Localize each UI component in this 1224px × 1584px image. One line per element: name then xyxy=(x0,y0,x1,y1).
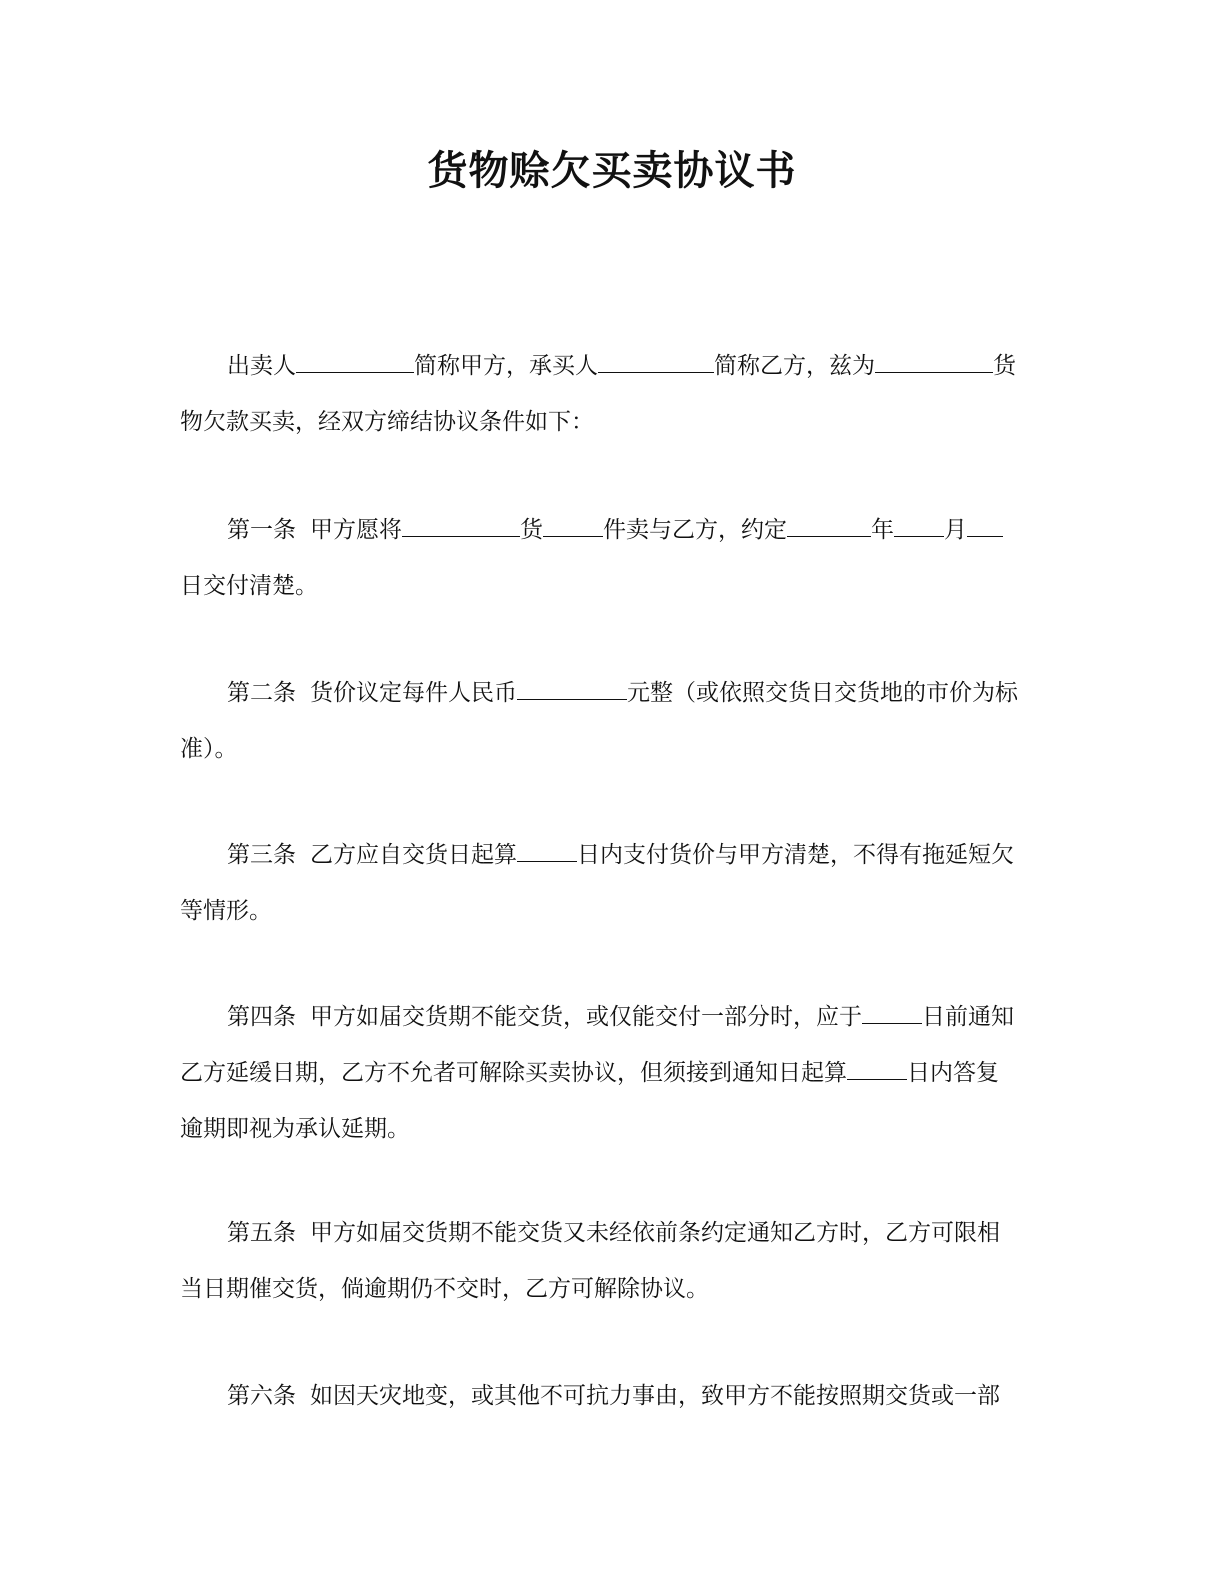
preamble-paragraph xyxy=(180,338,1036,450)
article-6-text-a: 如因天灾地变，或其他不可抗力事由，致甲方不能按照期交货或一部 xyxy=(310,1383,1000,1409)
article-2-line-1 xyxy=(180,665,1036,721)
article-5-line-2: 当日期催交货，倘逾期仍不交时，乙方可解除协议。 xyxy=(180,1276,709,1302)
article-4-text-l2b: 日内答复 xyxy=(907,1060,999,1086)
article-4-number: 第四条 xyxy=(227,1004,296,1030)
article-4-line-2 xyxy=(180,1045,1036,1101)
article-2-paragraph xyxy=(180,665,1036,777)
article-6-paragraph xyxy=(180,1368,1036,1424)
article-3-text-a: 乙方应自交货日起算 xyxy=(310,842,517,868)
article-4-line-3: 逾期即视为承认延期。 xyxy=(180,1116,410,1142)
article-2-text-b: 元整（或依照交货日交货地的市价为标 xyxy=(627,680,1018,706)
buyer-name-blank xyxy=(598,352,714,373)
preamble-line-2: 物欠款买卖，经双方缔结协议条件如下： xyxy=(180,409,594,435)
unit-price-blank xyxy=(517,679,627,700)
article-4-text-b: 日前通知 xyxy=(922,1004,1014,1030)
article-5-number: 第五条 xyxy=(227,1220,296,1246)
article-4-line-1 xyxy=(180,989,1036,1045)
quantity-blank xyxy=(543,516,603,537)
notice-days-blank xyxy=(862,1003,922,1024)
article-2-line-2: 准）。 xyxy=(180,736,238,762)
article-3-text-b: 日内支付货价与甲方清楚，不得有拖延短欠 xyxy=(577,842,1014,868)
goods-name-blank xyxy=(875,352,993,373)
article-6-number: 第六条 xyxy=(227,1383,296,1409)
article-6-line-1 xyxy=(180,1368,1036,1424)
payment-days-blank xyxy=(517,841,577,862)
article-1-text-a: 甲方愿将 xyxy=(310,517,402,543)
article-1-paragraph xyxy=(180,502,1036,614)
preamble-text-buyer: 简称甲方，承买人 xyxy=(414,353,598,379)
reply-days-blank xyxy=(847,1059,907,1080)
goods-type-blank xyxy=(402,516,520,537)
article-3-paragraph xyxy=(180,827,1036,939)
preamble-text-seller: 出卖人 xyxy=(227,353,296,379)
article-1-number: 第一条 xyxy=(227,517,296,543)
article-5-line-1 xyxy=(180,1205,1036,1261)
preamble-text-goods: 简称乙方，兹为 xyxy=(714,353,875,379)
month-blank xyxy=(894,516,944,537)
article-1-text-b: 货 xyxy=(520,517,543,543)
article-5-paragraph xyxy=(180,1205,1036,1317)
article-5-text-a: 甲方如届交货期不能交货又未经依前条约定通知乙方时，乙方可限相 xyxy=(310,1220,1000,1246)
article-2-number: 第二条 xyxy=(227,680,296,706)
article-4-paragraph xyxy=(180,989,1036,1157)
article-2-text-a: 货价议定每件人民币 xyxy=(310,680,517,706)
preamble-text-end: 货 xyxy=(993,353,1016,379)
article-3-line-1 xyxy=(180,827,1036,883)
article-4-text-l2a: 乙方延缓日期，乙方不允者可解除买卖协议，但须接到通知日起算 xyxy=(180,1060,847,1086)
article-3-number: 第三条 xyxy=(227,842,296,868)
article-4-text-a: 甲方如届交货期不能交货，或仅能交付一部分时，应于 xyxy=(310,1004,862,1030)
document-title: 货物赊欠买卖协议书 xyxy=(427,148,797,194)
article-1-line-1 xyxy=(180,502,1036,558)
day-blank xyxy=(967,516,1003,537)
preamble-line-1 xyxy=(180,338,1036,394)
year-blank xyxy=(787,516,871,537)
article-1-text-d: 年 xyxy=(871,517,894,543)
article-1-text-c: 件卖与乙方，约定 xyxy=(603,517,787,543)
article-1-line-2: 日交付清楚。 xyxy=(180,573,318,599)
article-1-text-e: 月 xyxy=(944,517,967,543)
seller-name-blank xyxy=(296,352,414,373)
article-3-line-2: 等情形。 xyxy=(180,898,272,924)
